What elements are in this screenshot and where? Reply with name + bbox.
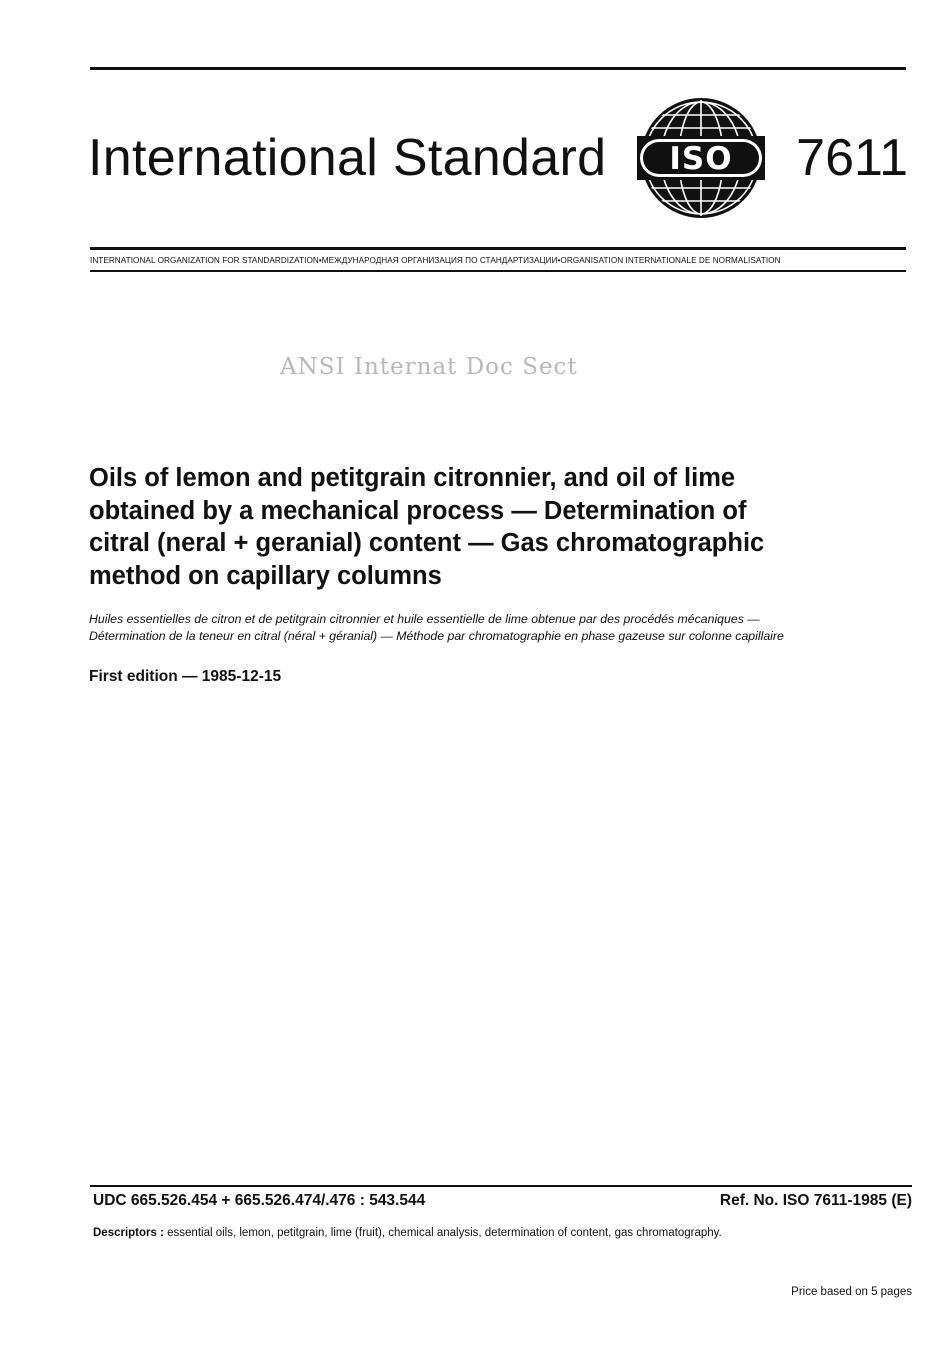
descriptors — [93, 1225, 722, 1241]
udc-classification: UDC 665.526.454 + 665.526.474/.476 : 543.544 — [93, 1192, 426, 1209]
title-line-3: citral (neral + geranial) content — Gas chromatographic — [89, 529, 765, 557]
iso-logo-text: ISO — [669, 141, 733, 177]
organization-line: INTERNATIONAL ORGANIZATION FOR STANDARDIZATION•МЕЖДУНАРОДНАЯ ОРГАНИЗАЦИЯ ПО СТАНДАРТИЗАЦИИ•ORGANISATION INTERNATIONALE DE NORMALISATION — [90, 256, 781, 265]
french-title-line-1: Huiles essentielles de citron et de petitgrain citronnier et huile essentielle de lime obtenue par des procédés mécaniques — — [89, 612, 760, 626]
document-title — [89, 462, 919, 592]
descriptors-text: essential oils, lemon, petitgrain, lime (fruit), chemical analysis, determination of content, gas chromatography. — [167, 1227, 722, 1239]
standard-heading: International Standard — [88, 129, 607, 187]
title-line-2: obtained by a mechanical process — Determination of — [89, 496, 747, 525]
price-note: Price based on 5 pages — [791, 1286, 912, 1298]
org-rule-bottom — [90, 270, 906, 272]
reference-number: Ref. No. ISO 7611-1985 (E) — [719, 1192, 912, 1209]
french-title-line-2: Détermination de la teneur en citral (néral + géranial) — Méthode par chromatographie en phase gazeuse sur colonne capillaire — [89, 629, 784, 643]
iso-logo — [637, 95, 765, 221]
library-stamp: ANSI Internat Doc Sect — [280, 354, 578, 380]
top-rule — [90, 67, 906, 70]
org-rule-top — [90, 247, 906, 250]
edition-date: First edition — 1985-12-15 — [89, 668, 282, 685]
title-line-1: Oils of lemon and petitgrain citronnier, and oil of lime — [89, 464, 736, 492]
standard-number: 7611 — [796, 129, 908, 187]
descriptors-label: Descriptors : — [93, 1227, 164, 1239]
title-line-4: method on capillary columns — [89, 561, 442, 590]
french-title — [89, 611, 919, 645]
footer-rule — [90, 1185, 912, 1187]
